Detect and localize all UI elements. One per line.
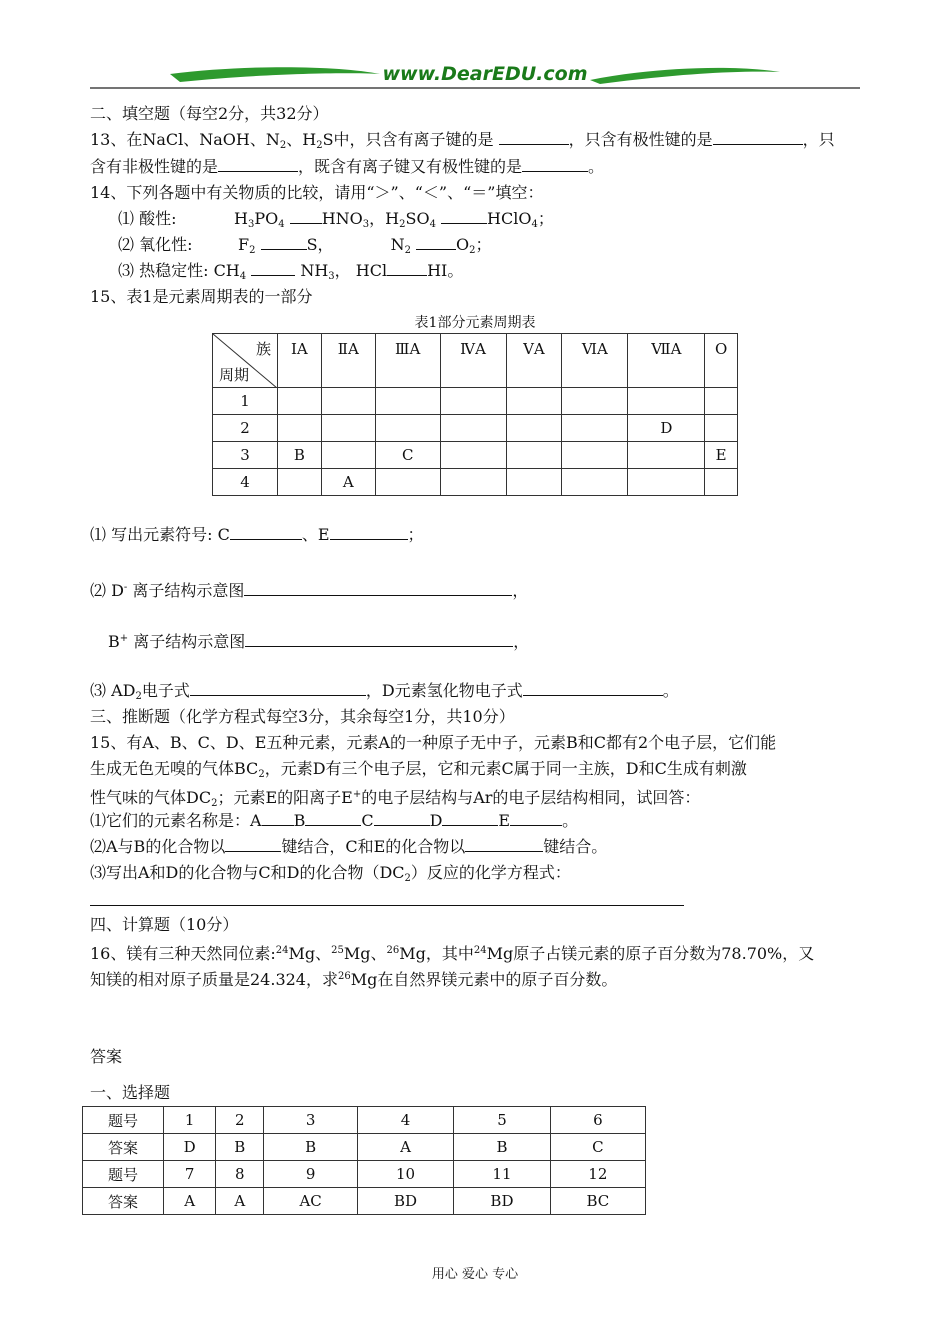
answer-blank[interactable] bbox=[305, 809, 361, 826]
table-row: 4 A bbox=[213, 469, 738, 496]
q13-line2: 含有非极性键的是 ，既含有离子键又有极性键的是 。 bbox=[90, 157, 605, 176]
group-header: ⅥA bbox=[562, 334, 628, 388]
answer-blank[interactable] bbox=[465, 835, 543, 852]
site-logo-text: www.DearEDU.com bbox=[382, 63, 588, 85]
answer-blank[interactable] bbox=[218, 155, 298, 172]
q14-title: 14、下列各题中有关物质的比较，请用“＞”、“＜”、“＝”填空： bbox=[90, 183, 544, 202]
table-row: 3 B C E bbox=[213, 442, 738, 469]
answer-blank[interactable] bbox=[225, 835, 281, 852]
q15-1: ⑴ 写出元素符号: C 、E ； bbox=[90, 525, 424, 544]
group-header: ⅣA bbox=[440, 334, 506, 388]
group-header: O bbox=[705, 334, 738, 388]
answer-blank[interactable] bbox=[442, 809, 498, 826]
section3-para-line1: 15、有A、B、C、D、E五种元素，元素A的一种原子无中子，元素B和C都有2个电子层，它们能 bbox=[90, 733, 777, 752]
section4-title: 四、计算题（10分） bbox=[90, 915, 239, 934]
periodic-table bbox=[212, 333, 738, 496]
header-banner bbox=[90, 60, 860, 94]
section2-title: 二、填空题（每空2分，共32分） bbox=[90, 104, 329, 123]
section3-para-line3: 性气味的气体$DC_2$；元素E的阳离子E+的电子层结构与Ar的电子层结构相同，试回答： bbox=[90, 788, 701, 809]
answer-blank[interactable] bbox=[522, 155, 588, 172]
table-row: 题号 1 2 3 4 5 6 bbox=[83, 1107, 646, 1134]
table-row: 答案 A A AC BD BD BC bbox=[83, 1188, 646, 1215]
answer-blank[interactable] bbox=[510, 809, 562, 826]
answers-table bbox=[82, 1106, 646, 1215]
period-cell: 4 bbox=[213, 469, 278, 496]
answer-blank[interactable] bbox=[387, 259, 427, 276]
section3-q1: ⑴它们的元素名称是：A B C D E 。 bbox=[90, 811, 579, 830]
corner-group-label: 族 bbox=[255, 340, 271, 358]
answer-blank[interactable] bbox=[374, 809, 430, 826]
q15-title: 15、表1是元素周期表的一部分 bbox=[90, 287, 313, 306]
corner-period-label: 周期 bbox=[219, 366, 250, 384]
left-swoosh bbox=[170, 67, 380, 82]
group-header: ⅢA bbox=[375, 334, 440, 388]
answer-blank[interactable] bbox=[290, 207, 322, 224]
q15-2: ⑵ D- 离子结构示意图 ， bbox=[90, 581, 529, 600]
section3-q3: ⑶写出A和D的化合物与C和D的化合物$(DC_2)$反应的化学方程式： bbox=[90, 863, 571, 884]
answer-blank[interactable] bbox=[416, 233, 456, 250]
answer-blank[interactable] bbox=[330, 523, 408, 540]
answer-blank[interactable] bbox=[441, 207, 487, 224]
section3-para-line2: 生成无色无嗅的气体$BC_2$，元素D有三个电子层，它和元素C属于同一主族，D和C生成有刺激 bbox=[90, 759, 747, 780]
answer-blank[interactable] bbox=[190, 679, 366, 696]
group-header: ⅠA bbox=[278, 334, 322, 388]
q15-2b: B+ 离子结构示意图 ， bbox=[108, 632, 530, 651]
table-row bbox=[213, 388, 738, 415]
answer-blank[interactable] bbox=[251, 259, 295, 276]
q14-stability: ⑶ 热稳定性: $CH_4$ $NH_3$， HCl HI。 bbox=[118, 261, 464, 282]
table-corner-cell bbox=[213, 334, 278, 388]
section3-title: 三、推断题（化学方程式每空3分，其余每空1分，共10分） bbox=[90, 707, 515, 726]
section4-para-line1: 16、镁有三种天然同位素:$^{24}$Mg、$^{25}$Mg、$^{26}$Mg，其中$^{24}$Mg原子占镁元素的原子百分数为78.70%，又 bbox=[90, 944, 815, 963]
answer-blank[interactable] bbox=[230, 523, 302, 540]
section3-q2: ⑵A与B的化合物以 键结合，C和E的化合物以 键结合。 bbox=[90, 837, 608, 856]
period-cell: 3 bbox=[213, 442, 278, 469]
group-header: ⅦA bbox=[628, 334, 705, 388]
answer-blank[interactable] bbox=[261, 233, 307, 250]
period-cell: 1 bbox=[213, 388, 278, 415]
answer-blank[interactable] bbox=[245, 630, 513, 647]
table-caption: 表1部分元素周期表 bbox=[414, 315, 536, 331]
group-header: ⅤA bbox=[506, 334, 562, 388]
answer-blank[interactable] bbox=[499, 128, 569, 145]
section4-para-line2: 知镁的相对原子质量是24.324，求$^{26}$Mg在自然界镁元素中的原子百分数。 bbox=[90, 970, 618, 989]
table-row: 答案 D B B A B C bbox=[83, 1134, 646, 1161]
page-footer: 用心 爱心 专心 bbox=[431, 1267, 519, 1282]
group-header: ⅡA bbox=[321, 334, 375, 388]
table-row: 2 D bbox=[213, 415, 738, 442]
answer-blank[interactable] bbox=[244, 579, 512, 596]
q3-answer-line[interactable] bbox=[90, 905, 684, 906]
q14-oxidizing: ⑵ 氧化性: $F_2$ S， $N_2$ $O_2$； bbox=[118, 235, 492, 256]
answers-title: 答案 bbox=[90, 1047, 123, 1066]
q15-3: ⑶ $AD_2$电子式 ，D元素氢化物电子式 。 bbox=[90, 681, 679, 702]
period-cell: 2 bbox=[213, 415, 278, 442]
answer-blank[interactable] bbox=[713, 128, 803, 145]
q13-line1: 13、在NaCl、NaOH、$N_2$、$H_2S$中，只含有离子键的是 ，只含有极性键的是 ，只 bbox=[90, 130, 835, 151]
q14-acidity: ⑴ 酸性: $H_3PO_4$ $HNO_3$，$H_2SO_4$ HClO$_4$； bbox=[118, 209, 554, 230]
answer-blank[interactable] bbox=[523, 679, 663, 696]
answers-subtitle: 一、选择题 bbox=[90, 1083, 171, 1102]
right-swoosh bbox=[590, 68, 780, 84]
table-row: 题号 7 8 9 10 11 12 bbox=[83, 1161, 646, 1188]
answer-blank[interactable] bbox=[262, 809, 294, 826]
